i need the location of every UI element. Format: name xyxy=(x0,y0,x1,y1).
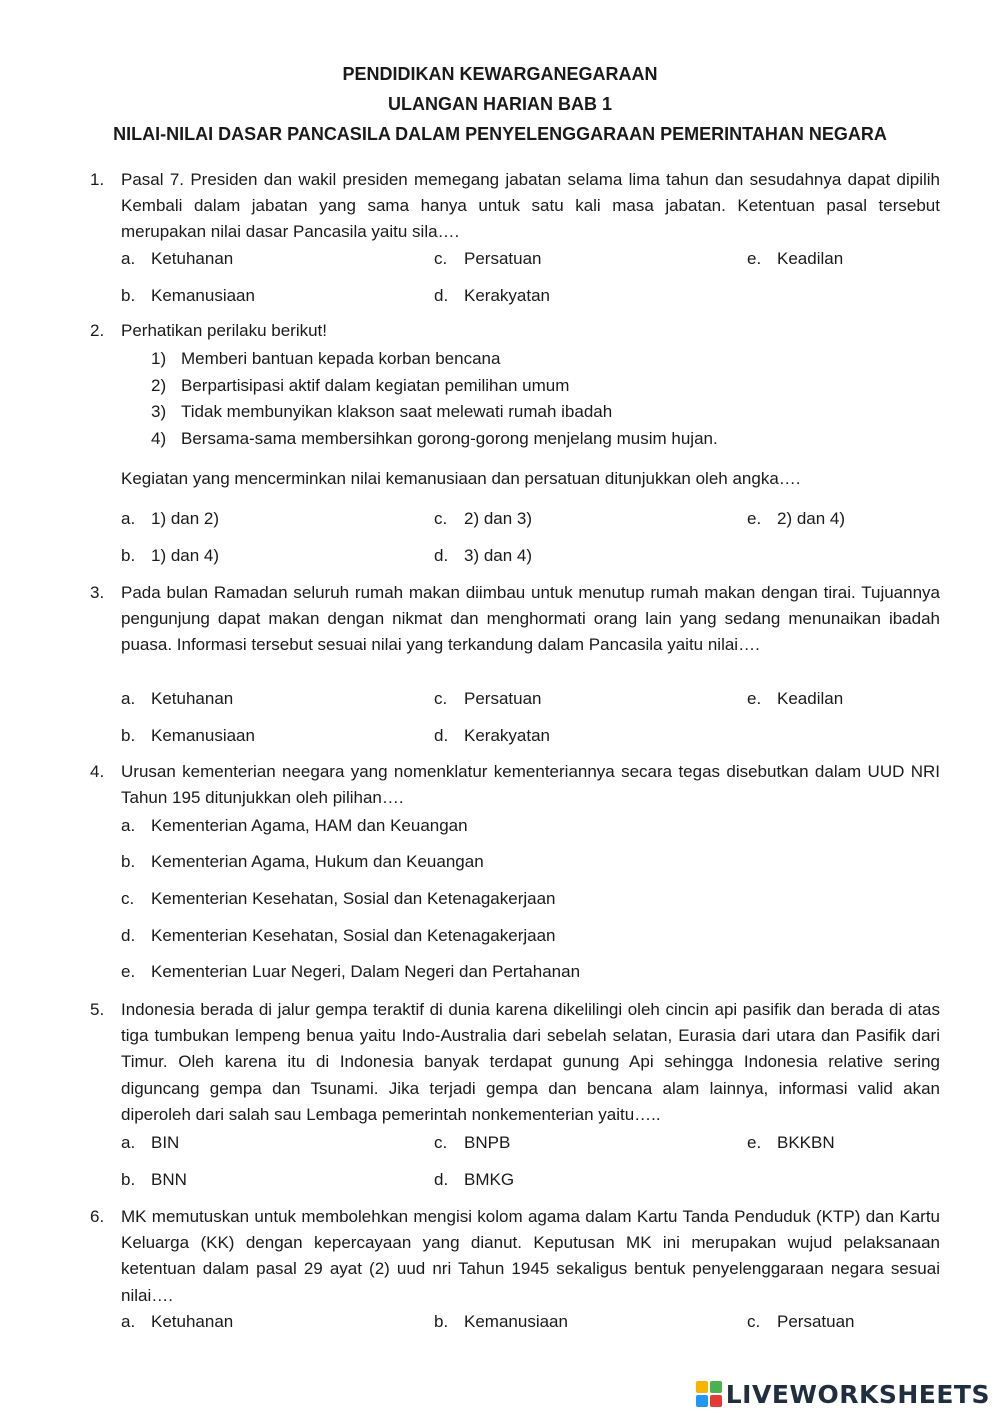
question-number: 4. xyxy=(90,762,105,781)
option-3c[interactable]: c. Persatuan xyxy=(434,689,542,708)
option-1a[interactable]: a. Ketuhanan xyxy=(121,249,234,268)
liveworksheets-logo-icon xyxy=(696,1381,722,1407)
statement-item: 2) Berpartisipasi aktif dalam kegiatan pemilihan umum xyxy=(151,376,570,395)
question-number: 2. xyxy=(90,321,105,340)
statement-item: 3) Tidak membunyikan klakson saat melewati rumah ibadah xyxy=(151,402,613,421)
option-5e[interactable]: e. BKKBN xyxy=(747,1133,835,1152)
option-1d[interactable]: d. Kerakyatan xyxy=(434,286,550,305)
option-3b[interactable]: b. Kemanusiaan xyxy=(121,726,255,745)
question-text: Perhatikan perilaku berikut! xyxy=(121,321,328,340)
option-3e[interactable]: e. Keadilan xyxy=(747,689,844,708)
question-number: 6. xyxy=(90,1207,105,1226)
chapter-title: NILAI-NILAI DASAR PANCASILA DALAM PENYELENGGARAAN PEMERINTAHAN NEGARA xyxy=(113,124,887,144)
logo-square xyxy=(710,1395,722,1407)
option-4c[interactable]: c. Kementerian Kesehatan, Sosial dan Ketenagakerjaan xyxy=(121,889,556,908)
option-6a[interactable]: a. Ketuhanan xyxy=(121,1312,234,1331)
question-text: Pada bulan Ramadan seluruh rumah makan diimbau untuk menutup rumah makan dengan tirai. Tujuannya pengunjung dapat makan dengan nikmat dan menghormati orang lain yang sedang menunaikan ibadah puasa. Informasi tersebut sesuai nilai yang terkandung dalam Pancasila yaitu nilai…. xyxy=(121,583,940,655)
logo-square xyxy=(696,1395,708,1407)
option-4e[interactable]: e. Kementerian Luar Negeri, Dalam Negeri dan Pertahanan xyxy=(121,962,581,981)
statement-item: 1) Memberi bantuan kepada korban bencana xyxy=(151,349,501,368)
option-6b[interactable]: b. Kemanusiaan xyxy=(434,1312,568,1331)
statement-item: 4) Bersama-sama membersihkan gorong-gorong menjelang musim hujan. xyxy=(151,429,718,448)
question-number: 1. xyxy=(90,170,105,189)
option-2e[interactable]: e. 2) dan 4) xyxy=(747,509,846,528)
question-text: Indonesia berada di jalur gempa teraktif di dunia karena dikelilingi oleh cincin api pasifik dan berada di atas tiga tumbukan lempeng benua yaitu Indo-Australia dari sebelah selatan, Eurasia dari utara dan Pasifik dari Timur. Oleh karena itu di Indonesia banyak terdapat gunung Api sehingga Indonesia relative sering diguncang gempa dan Tsunami. Jika terjadi gempa dan bencana alam lainnya, informasi valid akan diperoleh dari salah sau Lembaga pemerintah nonkementerian yaitu….. xyxy=(121,1000,940,1124)
option-5c[interactable]: c. BNPB xyxy=(434,1133,511,1152)
watermark-text: LIVEWORKSHEETS xyxy=(725,1379,990,1409)
logo-square xyxy=(710,1381,722,1393)
option-5a[interactable]: a. BIN xyxy=(121,1133,180,1152)
option-4d[interactable]: d. Kementerian Kesehatan, Sosial dan Ketenagakerjaan xyxy=(121,926,556,945)
option-6c[interactable]: c. Persatuan xyxy=(747,1312,855,1331)
option-4a[interactable]: a. Kementerian Agama, HAM dan Keuangan xyxy=(121,816,468,835)
question-number: 5. xyxy=(90,1000,105,1019)
option-4b[interactable]: b. Kementerian Agama, Hukum dan Keuangan xyxy=(121,852,484,871)
option-2b[interactable]: b. 1) dan 4) xyxy=(121,546,220,565)
option-2d[interactable]: d. 3) dan 4) xyxy=(434,546,533,565)
question-prompt: Kegiatan yang mencerminkan nilai kemanusiaan dan persatuan ditunjukkan oleh angka…. xyxy=(121,469,801,488)
question-text: Urusan kementerian neegara yang nomenklatur kementeriannya secara tegas disebutkan dalam UUD NRI Tahun 195 ditunjukkan oleh pilihan…. xyxy=(121,762,940,808)
test-title: ULANGAN HARIAN BAB 1 xyxy=(388,94,612,114)
question-number: 3. xyxy=(90,583,105,602)
option-1b[interactable]: b. Kemanusiaan xyxy=(121,286,255,305)
option-5b[interactable]: b. BNN xyxy=(121,1170,187,1189)
option-1c[interactable]: c. Persatuan xyxy=(434,249,542,268)
liveworksheets-watermark xyxy=(696,1378,990,1410)
option-1e[interactable]: e. Keadilan xyxy=(747,249,844,268)
question-text: MK memutuskan untuk membolehkan mengisi kolom agama dalam Kartu Tanda Penduduk (KTP) dan Kartu Keluarga (KK) dengan kepercayaan yang dianut. Keputusan MK ini merupakan wujud pelaksanaan ketentuan dalam pasal 29 ayat (2) uud nri Tahun 1945 sekaligus bentuk penyelenggaraan negara sesuai nilai…. xyxy=(121,1207,940,1305)
subject-title: PENDIDIKAN KEWARGANEGARAAN xyxy=(342,64,658,84)
question-text: Pasal 7. Presiden dan wakil presiden memegang jabatan selama lima tahun dan sesudahnya dapat dipilih Kembali dalam jabatan yang sama hanya untuk satu kali masa jabatan. Ketentuan pasal tersebut merupakan nilai dasar Pancasila yaitu sila…. xyxy=(121,170,940,242)
option-5d[interactable]: d. BMKG xyxy=(434,1170,515,1189)
option-3a[interactable]: a. Ketuhanan xyxy=(121,689,234,708)
option-3d[interactable]: d. Kerakyatan xyxy=(434,726,550,745)
option-2a[interactable]: a. 1) dan 2) xyxy=(121,509,220,528)
option-2c[interactable]: c. 2) dan 3) xyxy=(434,509,533,528)
logo-square xyxy=(696,1381,708,1393)
